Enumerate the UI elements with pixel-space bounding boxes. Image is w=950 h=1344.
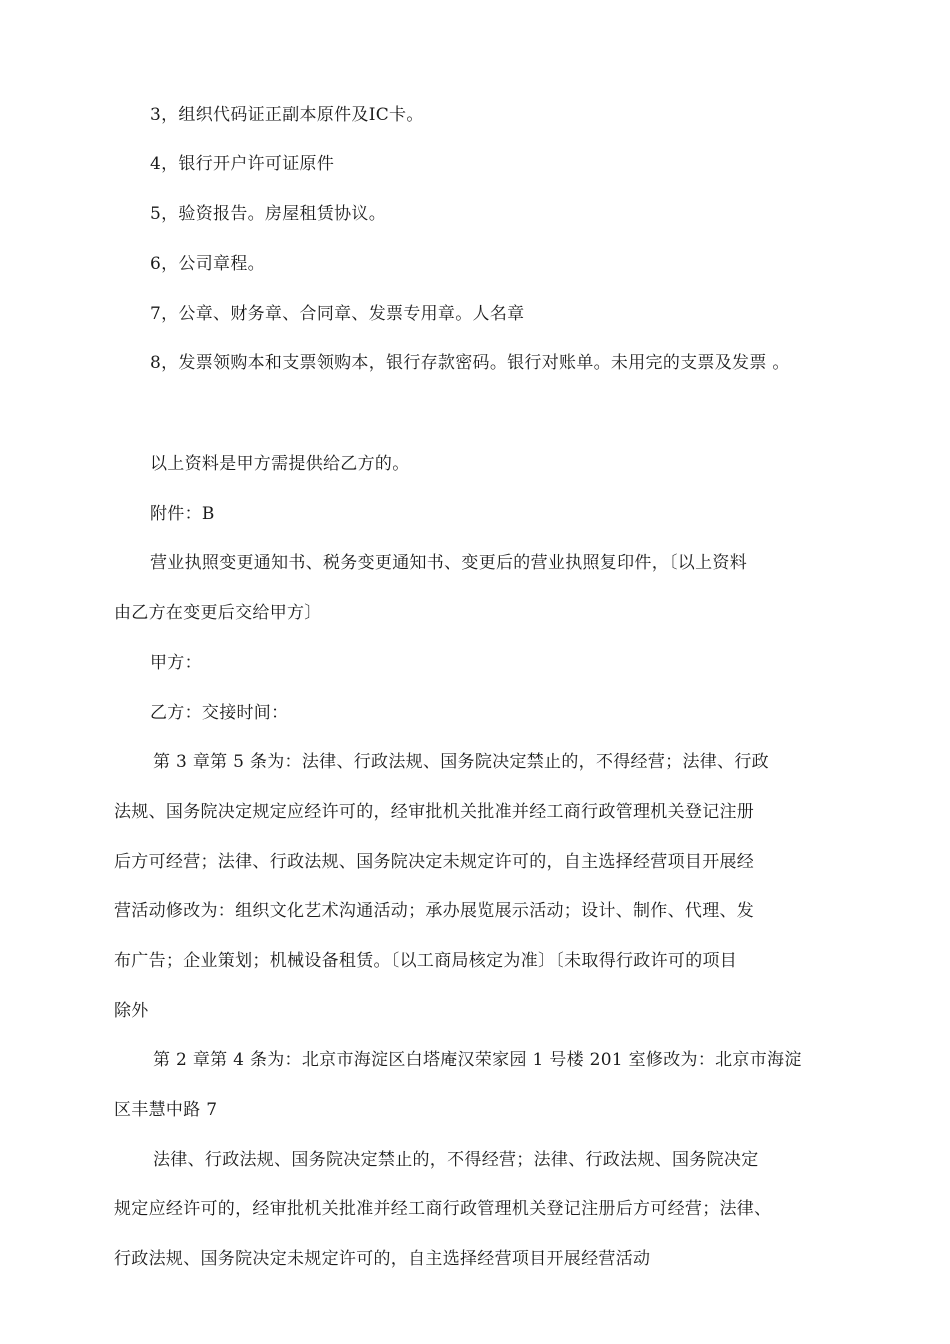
clause-scope-line: 法规、国务院决定规定应经许可的，经审批机关批准并经工商行政管理机关登记注册 bbox=[114, 802, 755, 822]
attachment-label: 附件：B bbox=[150, 504, 215, 524]
clause-scope-line: 除外 bbox=[114, 1001, 149, 1021]
list-item: 7，公章、财务章、合同章、发票专用章。人名章 bbox=[150, 304, 525, 324]
list-item: 6，公司章程。 bbox=[150, 254, 265, 274]
list-item: 3，组织代码证正副本原件及IC卡。 bbox=[150, 105, 424, 125]
summary-text: 以上资料是甲方需提供给乙方的。 bbox=[150, 454, 410, 474]
clause-scope-line: 布广告；企业策划；机械设备租赁。〔以工商局核定为准〕〔未取得行政许可的项目 bbox=[114, 951, 738, 971]
clause-scope-line: 第 3 章第 5 条为：法律、行政法规、国务院决定禁止的，不得经营；法律、行政 bbox=[153, 752, 769, 772]
clause-law-line: 行政法规、国务院决定未规定许可的，自主选择经营项目开展经营活动 bbox=[114, 1249, 651, 1269]
clause-law-line: 法律、行政法规、国务院决定禁止的，不得经营；法律、行政法规、国务院决定 bbox=[153, 1150, 759, 1170]
list-item: 5，验资报告。房屋租赁协议。 bbox=[150, 204, 387, 224]
clause-address-line: 区丰慧中路 7 bbox=[114, 1100, 218, 1120]
clause-scope-line: 后方可经营；法律、行政法规、国务院决定未规定许可的，自主选择经营项目开展经 bbox=[114, 852, 755, 872]
clause-law-line: 规定应经许可的，经审批机关批准并经工商行政管理机关登记注册后方可经营；法律、 bbox=[114, 1199, 772, 1219]
attachment-text-line: 营业执照变更通知书、税务变更通知书、变更后的营业执照复印件，〔以上资料 bbox=[150, 553, 747, 573]
list-item: 4，银行开户许可证原件 bbox=[150, 154, 335, 174]
clause-scope-line: 营活动修改为：组织文化艺术沟通活动；承办展览展示活动；设计、制作、代理、发 bbox=[114, 901, 755, 921]
party-a-label: 甲方： bbox=[150, 653, 202, 673]
list-item: 8，发票领购本和支票领购本，银行存款密码。银行对账单。未用完的支票及发票 。 bbox=[150, 353, 790, 373]
party-b-label: 乙方：交接时间： bbox=[150, 703, 289, 723]
clause-address-line: 第 2 章第 4 条为：北京市海淀区白塔庵汉荣家园 1 号楼 201 室修改为：北京市海淀 bbox=[153, 1050, 802, 1070]
attachment-text-line: 由乙方在变更后交给甲方〕 bbox=[114, 603, 322, 623]
